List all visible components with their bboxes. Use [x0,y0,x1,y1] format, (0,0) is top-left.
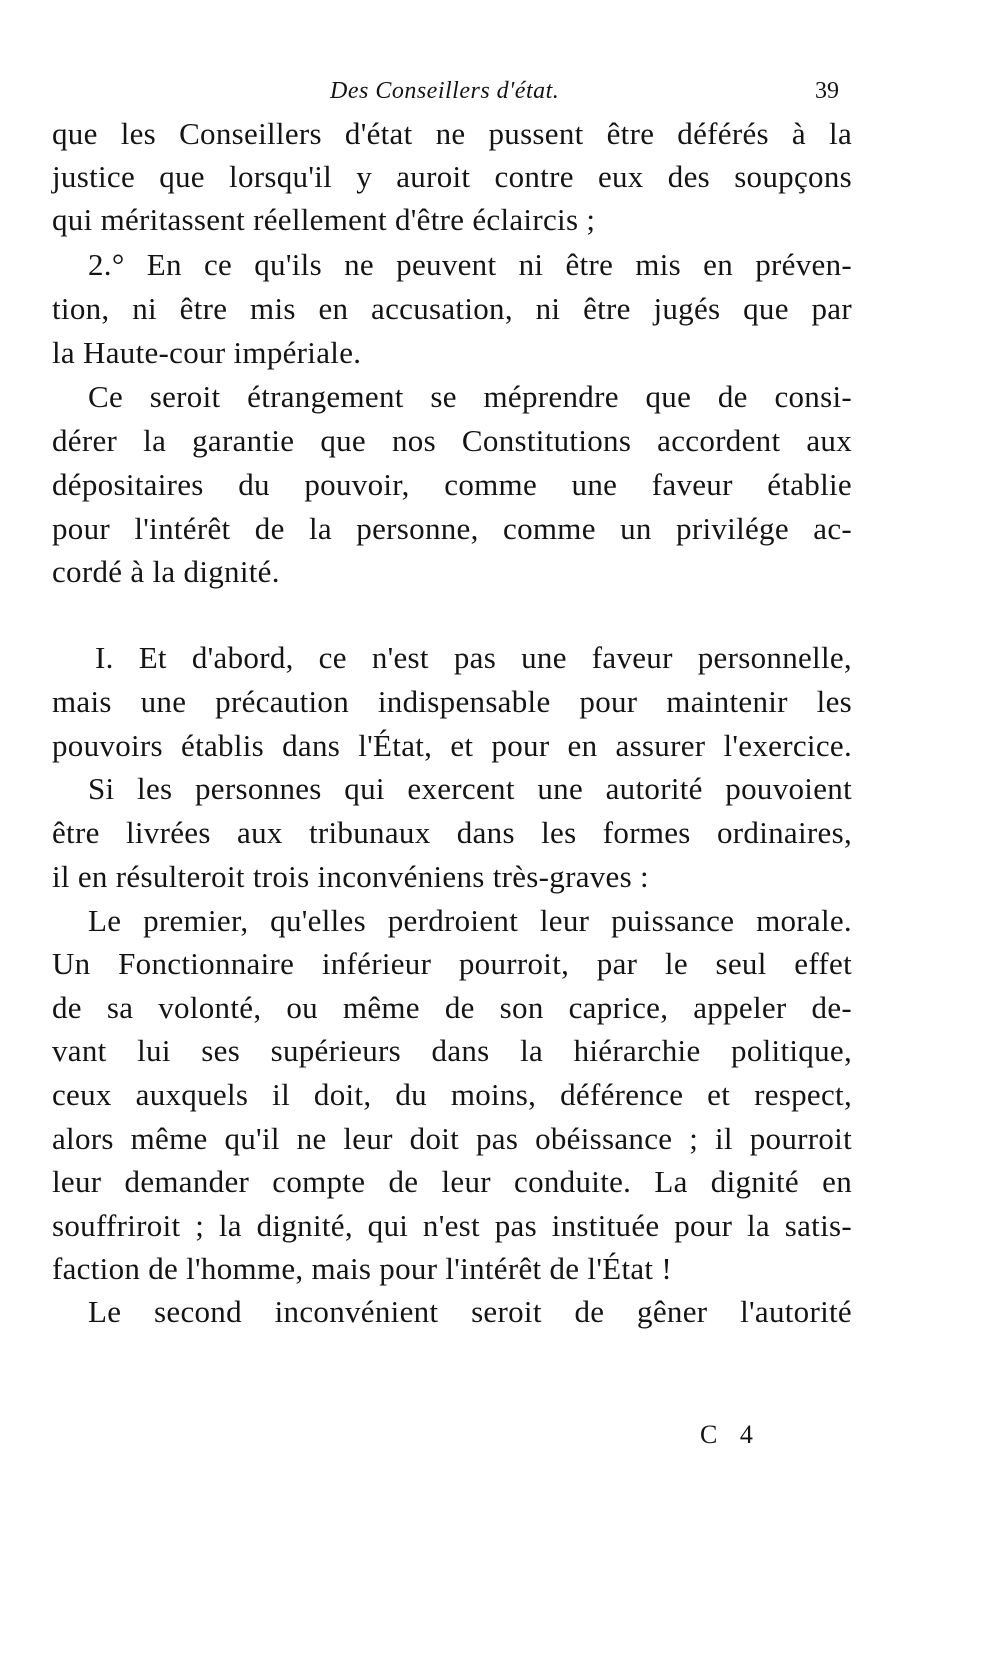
text-line: 2.° En ce qu'ils ne peuvent ni être mis en préven- [88,247,852,282]
text-line: être livrées aux tribunaux dans les formes ordinaires, [52,815,852,850]
text-line: Si les personnes qui exercent une autorité pouvoient [88,771,852,806]
text-line: il en résulteroit trois inconvéniens très-graves : [52,859,649,894]
text-line: tion, ni être mis en accusation, ni être jugés que par [52,291,852,326]
text-line: que les Conseillers d'état ne pussent être déférés à la [52,116,852,151]
page-number: 39 [815,78,839,104]
text-line: dérer la garantie que nos Constitutions accordent aux [52,423,852,458]
text-line: Un Fonctionnaire inférieur pourroit, par le seul effet [52,946,852,981]
text-line: dépositaires du pouvoir, comme une faveur établie [52,467,852,502]
text-line: justice que lorsqu'il y auroit contre eux des soupçons [52,159,852,194]
text-line: ceux auxquels il doit, du moins, déférence et respect, [52,1077,852,1112]
text-line: qui méritassent réellement d'être éclaircis ; [52,202,596,237]
text-line: souffriroit ; la dignité, qui n'est pas instituée pour la satis- [52,1208,852,1243]
signature-mark: C 4 [700,1420,761,1449]
text-line: cordé à la dignité. [52,554,280,589]
text-line: pouvoirs établis dans l'État, et pour en assurer l'exercice. [52,728,852,763]
text-line: leur demander compte de leur conduite. La dignité en [52,1164,852,1199]
text-line: Ce seroit étrangement se méprendre que de consi- [88,379,852,414]
text-line: la Haute-cour impériale. [52,335,362,370]
text-line: faction de l'homme, mais pour l'intérêt de l'État ! [52,1251,673,1286]
text-line: Le second inconvénient seroit de gêner l'autorité [88,1294,852,1329]
text-line: vant lui ses supérieurs dans la hiérarchie politique, [52,1033,852,1068]
text-line: pour l'intérêt de la personne, comme un privilége ac- [52,511,852,546]
text-line: alors même qu'il ne leur doit pas obéissance ; il pourroit [52,1121,852,1156]
text-line: I. Et d'abord, ce n'est pas une faveur personnelle, [95,640,852,675]
running-head: Des Conseillers d'état. [330,78,560,104]
text-line: de sa volonté, ou même de son caprice, appeler de- [52,990,852,1025]
text-line: mais une précaution indispensable pour maintenir les [52,684,852,719]
text-line: Le premier, qu'elles perdroient leur puissance morale. [88,903,852,938]
